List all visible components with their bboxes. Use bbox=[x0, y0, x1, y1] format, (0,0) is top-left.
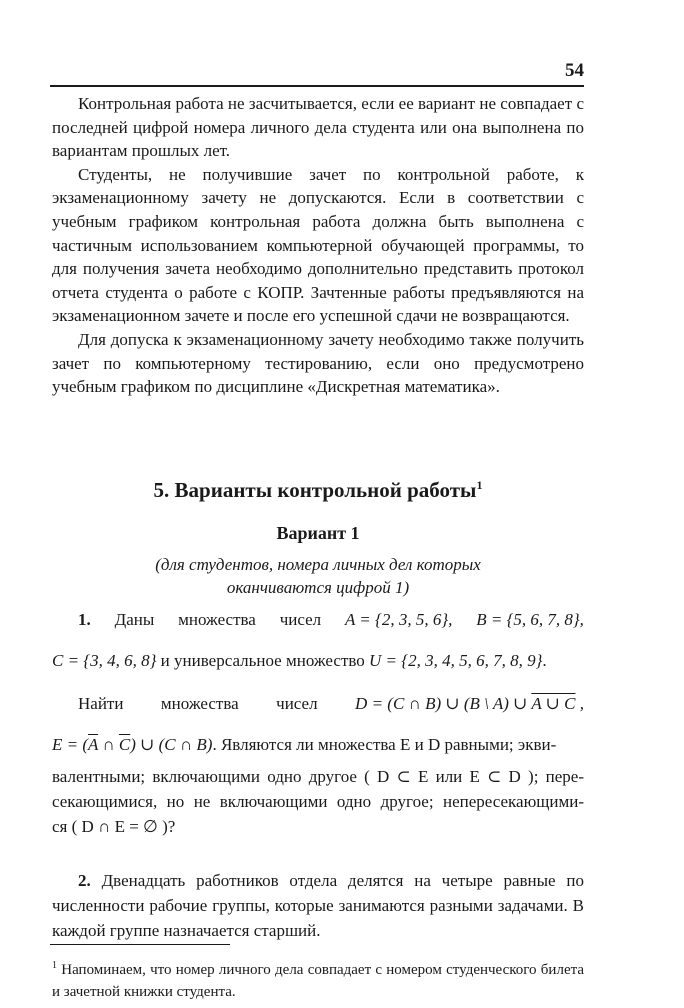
footnote bbox=[52, 955, 584, 1003]
footnote-text: Напоминаем, что номер личного дела совпадает с номером студенческого билета и зачетной книжки студента. bbox=[52, 962, 584, 1000]
section-heading bbox=[52, 471, 584, 504]
task-number: 2. bbox=[78, 871, 91, 890]
word: множества bbox=[178, 610, 256, 629]
formula-part: , bbox=[575, 694, 584, 713]
section-title: 5. Варианты контрольной работы bbox=[153, 478, 477, 502]
header-rule bbox=[50, 85, 584, 87]
footnote-rule bbox=[50, 944, 230, 945]
text-fragment: . bbox=[542, 651, 547, 670]
word: чисел bbox=[276, 694, 318, 713]
formula-e bbox=[52, 735, 212, 754]
paragraph: Студенты, не получившие зачет по контрольной работе, к экзаменационному зачету не допускаются. Если в соответствии с учебным графиком контрольная работа должна быть выполнена с частичным использованием компьютерной обучающей программы, то для получения зачета необходимо дополнительно представить протокол отчета студента о работе с КОПР. Зачтенные работы предъявляются на экзаменационном зачете и после его успешной сдачи не возвращаются. bbox=[52, 164, 584, 326]
paragraph: Контрольная работа не засчитывается, если ее вариант не совпадает с последней цифрой номера личного дела студента или она выполнена по вариантам прошлых лет. bbox=[52, 94, 584, 161]
text-line: валентными; включающими одно другое ( D ⊂ E или E ⊂ D ); пере- bbox=[52, 767, 584, 786]
page-number: 54 bbox=[565, 60, 584, 81]
word: Найти bbox=[78, 694, 124, 713]
formula-set-a: A = {2, 3, 5, 6}, bbox=[344, 610, 453, 629]
formula-d bbox=[355, 691, 584, 717]
footnote-mark: 1 bbox=[52, 960, 57, 971]
variant-subtitle-line: (для студентов, номера личных дел которых bbox=[155, 555, 481, 574]
formula-part: ) ∪ (C ∩ B) bbox=[130, 735, 213, 754]
task1-line-4 bbox=[52, 732, 584, 758]
variant-subtitle-line: оканчиваются цифрой 1) bbox=[226, 578, 410, 597]
formula-part: E = ( bbox=[52, 735, 89, 754]
paragraph bbox=[52, 868, 584, 943]
paragraph: Для допуска к экзаменационному зачету необходимо также получить зачет по компьютерному тестированию, если оно предусмотрено учебным графиком по дисциплине «Дискретная математика». bbox=[52, 329, 584, 397]
formula-overline-part: A ∪ C bbox=[531, 694, 576, 713]
formula-part: ∩ bbox=[98, 735, 119, 754]
formula-overline-part: $\overline{A}$ bbox=[88, 735, 99, 754]
task-number: 1. bbox=[78, 610, 91, 629]
variant-title: Вариант 1 bbox=[276, 523, 360, 543]
word: Даны bbox=[114, 610, 155, 629]
task1-line-3 bbox=[52, 691, 584, 717]
text-line: секающимися, но не включающими одно другое; непересекающими- bbox=[52, 792, 584, 811]
formula-overline-part: $\overline{C}$ bbox=[118, 735, 131, 754]
task-text: Двенадцать работников отдела делятся на четыре равные по численности рабочие группы, которые занимаются разными задачами. В каждой группе назначается старший. bbox=[52, 871, 585, 940]
formula-set-u: U = {2, 3, 4, 5, 6, 7, 8, 9} bbox=[369, 651, 543, 670]
text-fragment: и универсальное множество bbox=[156, 651, 370, 670]
task2 bbox=[52, 868, 584, 943]
formula-set-c: C = {3, 4, 6, 8} bbox=[52, 651, 157, 670]
formula-set-b: B = {5, 6, 7, 8}, bbox=[476, 610, 584, 629]
text-fragment: . Являются ли множества E и D равными; экви- bbox=[212, 735, 557, 754]
word: множества bbox=[160, 694, 239, 713]
word: чисел bbox=[279, 610, 322, 629]
formula-part: D = (C ∩ B) ∪ (B \ A) ∪ bbox=[355, 694, 532, 713]
text-line: ся ( D ∩ E = ∅ )? bbox=[52, 817, 176, 836]
footnote-reference: 1 bbox=[476, 478, 483, 492]
task1-line-1 bbox=[52, 607, 584, 633]
intro-text bbox=[52, 92, 584, 399]
task1-line-2 bbox=[52, 648, 584, 674]
task1-question bbox=[52, 764, 584, 839]
variant-subtitle bbox=[52, 553, 584, 599]
